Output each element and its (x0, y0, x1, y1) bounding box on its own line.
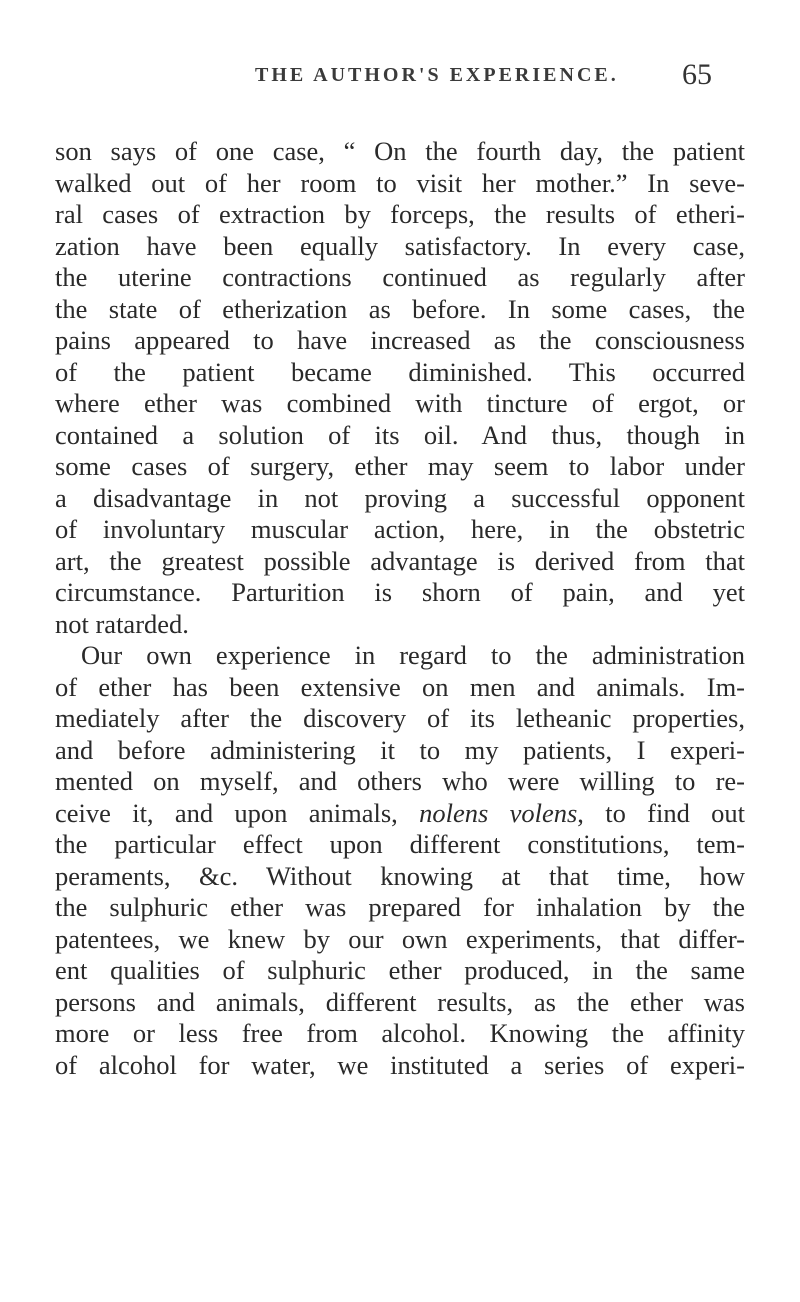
text-line: mented on myself, and others who were willing to re- (55, 766, 745, 796)
text-line: and before administering it to my patients, I experi- (55, 734, 745, 765)
text-line: where ether was combined with tincture of ergot, or (55, 388, 745, 418)
text-line: pains appeared to have increased as the consciousness (55, 325, 745, 355)
text-line: ral cases of extraction by forceps, the results of etheri- (55, 199, 745, 229)
running-title: THE AUTHOR'S EXPERIENCE. (255, 64, 619, 86)
text-line: the state of etherization as before. In some cases, the (55, 293, 745, 324)
page-number: 65 (682, 58, 712, 91)
text-line: persons and animals, different results, as the ether was (55, 986, 745, 1017)
text-line: more or less free from alcohol. Knowing the affinity (55, 1018, 745, 1048)
text-line-with-italic (55, 798, 745, 830)
text-line: of the patient became diminished. This occurred (55, 356, 745, 387)
text-line: some cases of surgery, ether may seem to labor under (55, 451, 745, 481)
text-line: of involuntary muscular action, here, in the obstetric (55, 514, 745, 544)
text-line: the uterine contractions continued as regularly after (55, 262, 745, 292)
text-line: of alcohol for water, we instituted a series of experi- (55, 1049, 745, 1080)
text-line: peraments, &c. Without knowing at that time, how (55, 860, 745, 891)
text-line: patentees, we knew by our own experiments, that differ- (55, 923, 745, 954)
text-line: mediately after the discovery of its letheanic properties, (55, 703, 745, 733)
text-line: circumstance. Parturition is shorn of pain, and yet (55, 577, 745, 607)
text-line: a disadvantage in not proving a successful opponent (55, 482, 745, 513)
text-line: walked out of her room to visit her mother.” In seve- (55, 167, 745, 198)
text-line: zation have been equally satisfactory. In every case, (55, 230, 745, 261)
italic-phrase: nolens volens (419, 797, 578, 828)
running-header (0, 58, 800, 98)
text-line: ent qualities of sulphuric ether produced, in the same (55, 955, 745, 985)
text-line: the sulphuric ether was prepared for inhalation by the (55, 892, 745, 922)
text-line: art, the greatest possible advantage is derived from that (55, 545, 745, 576)
paragraph-start-line: Our own experience in regard to the administration (81, 640, 745, 670)
text-line: not ratarded. (55, 608, 189, 639)
body-text (55, 136, 745, 1081)
text-line: the particular effect upon different constitutions, tem- (55, 829, 745, 859)
text-line: contained a solution of its oil. And thus, though in (55, 419, 745, 450)
text-segment: ceive it, and upon animals, (55, 797, 420, 828)
text-segment: , to find out (577, 797, 746, 828)
text-line: son says of one case, “ On the fourth day, the patient (55, 136, 745, 166)
text-line: of ether has been extensive on men and animals. Im- (55, 671, 745, 702)
